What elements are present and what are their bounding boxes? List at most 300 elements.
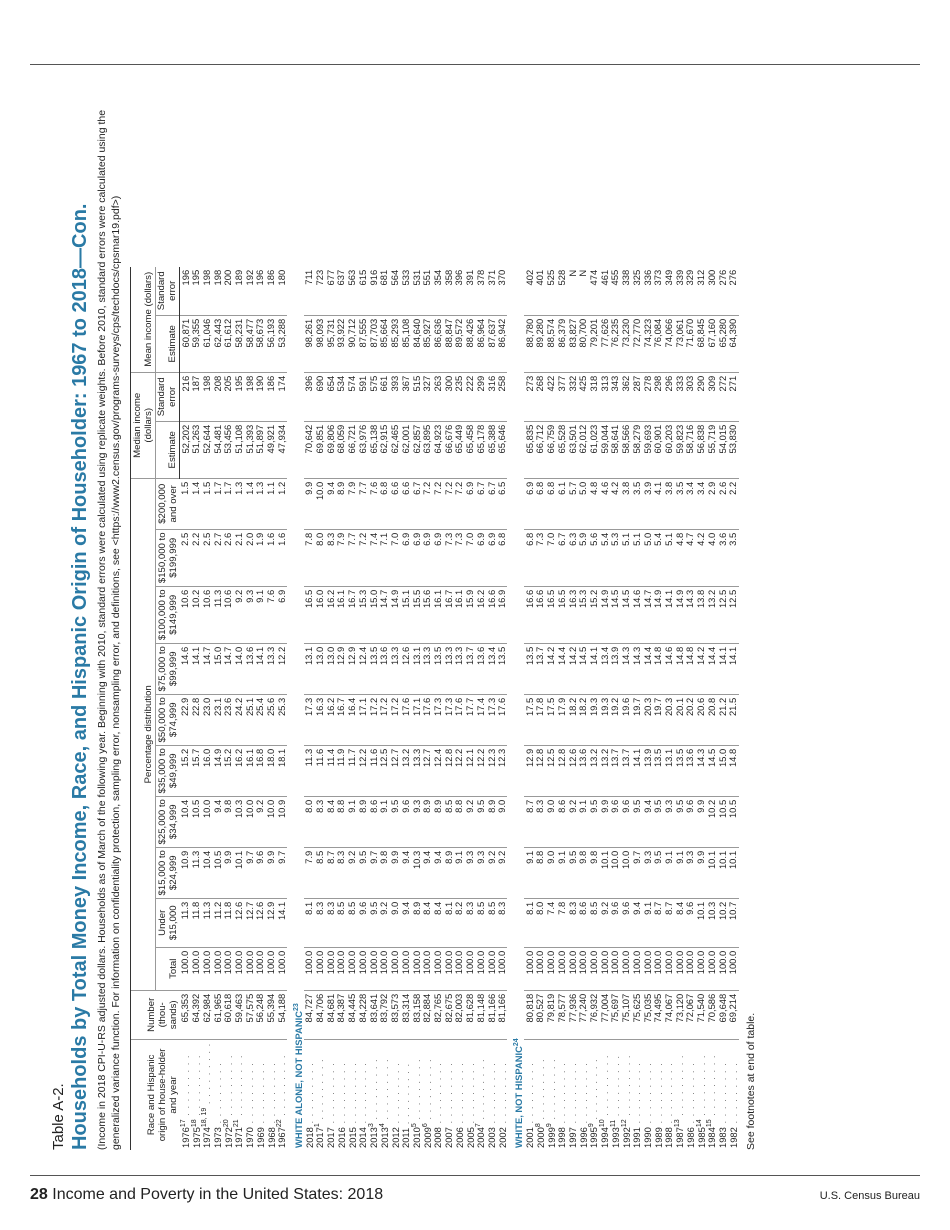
table-cell: 349 <box>663 267 674 316</box>
table-row <box>233 267 244 1150</box>
table-cell: 14.1 <box>191 643 202 694</box>
table-cell: 9.9 <box>696 796 707 847</box>
table-cell: 15.0 <box>368 586 379 643</box>
table-title <box>69 60 92 1150</box>
table-cell: 13.7 <box>621 745 632 796</box>
table-cell: 551 <box>422 267 433 316</box>
table-cell: 9.4 <box>325 478 336 529</box>
table-cell: 7.2 <box>422 478 433 529</box>
table-cell: 1.7 <box>223 478 234 529</box>
table-cell: 12.3 <box>486 745 497 796</box>
table-cell: 59,463 <box>233 990 244 1039</box>
table-cell: 86,964 <box>475 315 486 372</box>
table-cell: 9.1 <box>663 847 674 898</box>
table-cell: 13.4 <box>486 643 497 694</box>
table-cell: 1.7 <box>212 478 223 529</box>
table-cell: 100.0 <box>642 947 653 990</box>
table-cell: 10.1 <box>728 847 739 898</box>
table-cell: 62,984 <box>201 990 212 1039</box>
table-cell: 83,827 <box>567 315 578 372</box>
table-cell: 8.5 <box>588 898 599 947</box>
income-table <box>130 267 739 1150</box>
table-cell: 9.2 <box>567 796 578 847</box>
table-cell: 58,231 <box>233 315 244 372</box>
table-cell: 12.5 <box>546 745 557 796</box>
table-cell: 8.5 <box>475 898 486 947</box>
table-cell: 9.1 <box>674 847 685 898</box>
table-cell: 574 <box>347 372 358 421</box>
table-cell: 22.8 <box>191 694 202 745</box>
table-cell: 313 <box>599 372 610 421</box>
table-cell: 7.7 <box>347 529 358 586</box>
table-row <box>706 267 717 1150</box>
table-cell: 272 <box>717 372 728 421</box>
table-cell: N <box>567 267 578 316</box>
row-year: 1999$^9$ . . . . . . . . . <box>545 1058 557 1148</box>
table-cell: 6.7 <box>475 478 486 529</box>
table-cell: 271 <box>728 372 739 421</box>
table-cell: 358 <box>443 267 454 316</box>
footer-rule <box>30 1175 920 1176</box>
table-cell: 54,188 <box>276 990 287 1039</box>
table-cell: 75,035 <box>642 990 653 1039</box>
table-cell: 61,965 <box>212 990 223 1039</box>
table-cell: 336 <box>642 267 653 316</box>
table-cell: 62,443 <box>212 315 223 372</box>
table-cell: 62,465 <box>390 421 401 478</box>
table-cell: 100.0 <box>610 947 621 990</box>
table-cell: 76,932 <box>588 990 599 1039</box>
table-cell: 343 <box>610 372 621 421</box>
table-cell: 12.8 <box>535 745 546 796</box>
table-cell: 563 <box>347 267 358 316</box>
table-cell: 10.0 <box>314 478 325 529</box>
table-cell: 16.4 <box>347 694 358 745</box>
row-year: 1998 . . . . . . . . . <box>556 1062 568 1148</box>
col-100k: $100,000 to $149,999 <box>155 586 180 643</box>
table-cell: 8.9 <box>411 898 422 947</box>
table-cell: 6.9 <box>486 529 497 586</box>
table-cell: 4.7 <box>685 529 696 586</box>
table-cell: 303 <box>685 372 696 421</box>
table-cell: 2.5 <box>180 529 191 586</box>
row-year: 2005 . . . . . . . . . <box>464 1062 476 1148</box>
table-cell: 4.8 <box>588 478 599 529</box>
page-footer <box>30 1180 920 1216</box>
table-cell: 9.4 <box>212 796 223 847</box>
table-cell: 13.2 <box>400 745 411 796</box>
table-title-text: Households by Total Money Income, Race, and Hispanic Origin of Householder: 1967 to 2018 <box>69 267 91 1150</box>
table-cell: 9.9 <box>266 847 277 898</box>
table-cell: 64,392 <box>191 990 202 1039</box>
table-cell: 14.9 <box>599 586 610 643</box>
table-cell: 3.4 <box>696 478 707 529</box>
table-cell: 13.5 <box>653 745 664 796</box>
table-cell: 51,263 <box>191 421 202 478</box>
table-cell: 13.6 <box>578 745 589 796</box>
table-row <box>717 267 728 1150</box>
table-cell: 354 <box>432 267 443 316</box>
table-cell: 10.6 <box>180 586 191 643</box>
table-cell: 76,235 <box>610 315 621 372</box>
table-row <box>653 267 664 1150</box>
table-cell: 13.9 <box>610 643 621 694</box>
table-cell: 7.8 <box>556 898 567 947</box>
row-year: 1987$^{13}$ . . . . . . . . . <box>674 1054 686 1148</box>
table-cell: 10.1 <box>599 847 610 898</box>
table-cell: 6.8 <box>524 529 535 586</box>
table-cell: 9.2 <box>347 847 358 898</box>
rotated-table-page <box>50 60 910 1150</box>
table-cell: 65,353 <box>180 990 191 1039</box>
table-cell: 9.2 <box>255 796 266 847</box>
table-cell: 8.3 <box>567 898 578 947</box>
table-cell: 81,166 <box>497 990 508 1039</box>
table-cell: 100.0 <box>685 947 696 990</box>
table-cell: 8.6 <box>368 796 379 847</box>
table-cell: 13.1 <box>411 643 422 694</box>
page-number: 28 <box>30 1186 48 1203</box>
col-total: Total <box>155 947 180 990</box>
table-cell: 3.4 <box>685 478 696 529</box>
table-cell: 15.0 <box>717 745 728 796</box>
table-cell: 100.0 <box>588 947 599 990</box>
col-median-estimate: Estimate <box>155 421 180 478</box>
table-cell: 525 <box>546 267 557 316</box>
table-cell: 8.5 <box>443 796 454 847</box>
row-year: 2017 . . . . . . . . . <box>325 1062 337 1148</box>
table-cell: 10.4 <box>201 847 212 898</box>
table-cell: 100.0 <box>223 947 234 990</box>
table-cell: 83,792 <box>379 990 390 1039</box>
table-cell: 100.0 <box>475 947 486 990</box>
table-cell: 12.9 <box>524 745 535 796</box>
table-cell: 84,640 <box>411 315 422 372</box>
table-cell: 339 <box>674 267 685 316</box>
table-cell: 12.2 <box>357 745 368 796</box>
table-cell: 100.0 <box>535 947 546 990</box>
table-cell: 6.7 <box>486 478 497 529</box>
table-cell: 1.3 <box>233 478 244 529</box>
table-row <box>201 267 212 1150</box>
table-cell: 16.7 <box>347 586 358 643</box>
row-year: 2007 . . . . . . . . . <box>443 1062 455 1148</box>
table-cell: 73,061 <box>674 315 685 372</box>
table-cell: 62,915 <box>379 421 390 478</box>
table-row <box>266 267 277 1150</box>
table-cell: 98,261 <box>304 315 315 372</box>
table-cell: 71,540 <box>696 990 707 1039</box>
table-cell: 6.9 <box>465 478 476 529</box>
table-cell: 65,388 <box>486 421 497 478</box>
table-cell: 12.5 <box>379 745 390 796</box>
table-row <box>400 267 411 1150</box>
table-cell: 362 <box>621 372 632 421</box>
table-cell: 4.6 <box>599 478 610 529</box>
table-cell: 17.2 <box>379 694 390 745</box>
table-cell: 100.0 <box>454 947 465 990</box>
col-pct-dist: Percentage distribution <box>130 478 155 990</box>
table-cell: 14.1 <box>663 586 674 643</box>
row-year: 1991 . . . . . . . . . <box>631 1062 643 1148</box>
table-row <box>728 267 739 1150</box>
footer-left <box>30 1186 383 1204</box>
table-cell: 13.4 <box>599 643 610 694</box>
table-cell: 299 <box>475 372 486 421</box>
row-year: 2014 . . . . . . . . . <box>357 1062 369 1148</box>
table-cell: N <box>578 267 589 316</box>
table-cell: 12.7 <box>390 745 401 796</box>
row-year: 2010$^5$ . . . . . . . . . <box>410 1058 423 1148</box>
table-row <box>336 267 347 1150</box>
table-cell: 13.6 <box>379 643 390 694</box>
table-cell: 51,393 <box>244 421 255 478</box>
table-cell: 5.0 <box>578 478 589 529</box>
table-cell: 52,202 <box>180 421 191 478</box>
table-cell: 77,004 <box>599 990 610 1039</box>
table-cell: 66,712 <box>535 421 546 478</box>
table-cell: 3.9 <box>642 478 653 529</box>
table-cell: 8.3 <box>535 796 546 847</box>
table-cell: 59,044 <box>599 421 610 478</box>
section-title-white-alone-nh <box>287 267 304 1150</box>
table-cell: 9.9 <box>223 847 234 898</box>
table-cell: 90,712 <box>347 315 358 372</box>
table-cell: 195 <box>191 267 202 316</box>
table-cell: 9.6 <box>255 847 266 898</box>
table-cell: 396 <box>304 372 315 421</box>
table-cell: 455 <box>610 267 621 316</box>
table-cell: 9.2 <box>599 898 610 947</box>
table-cell: 10.1 <box>706 847 717 898</box>
table-cell: 14.1 <box>631 745 642 796</box>
table-cell: 7.2 <box>357 529 368 586</box>
table-cell: 84,387 <box>336 990 347 1039</box>
table-cell: 69,214 <box>728 990 739 1039</box>
table-cell: 1.2 <box>276 478 287 529</box>
table-cell: 2.6 <box>223 529 234 586</box>
table-cell: 12.7 <box>422 745 433 796</box>
table-cell: 16.2 <box>325 586 336 643</box>
table-cell: 100.0 <box>717 947 728 990</box>
col-15k: $15,000 to $24,999 <box>155 847 180 898</box>
table-cell: 19.2 <box>610 694 621 745</box>
table-cell: 14.5 <box>706 745 717 796</box>
table-cell: 180 <box>276 267 287 316</box>
table-cell: 14.4 <box>556 643 567 694</box>
table-cell: 9.7 <box>244 847 255 898</box>
table-cell: 17.6 <box>454 694 465 745</box>
table-cell: 2.7 <box>212 529 223 586</box>
table-cell: 338 <box>621 267 632 316</box>
table-cell: 1.6 <box>266 529 277 586</box>
table-cell: 12.6 <box>400 643 411 694</box>
table-cell: 16.9 <box>497 586 508 643</box>
table-cell: 13.3 <box>390 643 401 694</box>
row-year: 1990 . . . . . . . . . <box>642 1062 654 1148</box>
table-cell: 68,059 <box>336 421 347 478</box>
table-cell: 9.4 <box>422 847 433 898</box>
table-cell: 9.5 <box>631 796 642 847</box>
table-cell: 66,759 <box>546 421 557 478</box>
table-cell: 21.2 <box>717 694 728 745</box>
col-median-se: Standard error <box>155 372 180 421</box>
table-cell: 100.0 <box>314 947 325 990</box>
table-cell: 100.0 <box>212 947 223 990</box>
table-cell: 14.0 <box>233 643 244 694</box>
table-cell: 87,555 <box>357 315 368 372</box>
table-cell: 7.0 <box>465 529 476 586</box>
table-cell: 14.3 <box>631 643 642 694</box>
table-cell: 70,642 <box>304 421 315 478</box>
table-row <box>390 267 401 1150</box>
table-cell: 14.7 <box>642 586 653 643</box>
table-cell: 6.6 <box>400 478 411 529</box>
table-cell: 615 <box>357 267 368 316</box>
table-cell: 7.6 <box>368 478 379 529</box>
table-cell: 88,574 <box>546 315 557 372</box>
table-cell: 10.1 <box>717 847 728 898</box>
row-year: 1996 . . . . . . . . . <box>577 1062 589 1148</box>
table-cell: 17.5 <box>546 694 557 745</box>
table-cell: 14.1 <box>255 643 266 694</box>
table-cell: 67,160 <box>706 315 717 372</box>
table-cell: 9.3 <box>244 586 255 643</box>
table-cell: 4.8 <box>674 529 685 586</box>
table-cell: 11.7 <box>347 745 358 796</box>
table-cell: 9.1 <box>642 898 653 947</box>
table-row <box>191 267 202 1150</box>
table-cell: 8.7 <box>653 898 664 947</box>
table-cell: 13.6 <box>685 745 696 796</box>
table-cell: 391 <box>465 267 476 316</box>
row-year: 1983 . . . . . . . . . <box>717 1062 729 1148</box>
table-row <box>588 267 599 1150</box>
table-cell: 100.0 <box>201 947 212 990</box>
table-cell: 8.3 <box>325 898 336 947</box>
table-cell: 9.9 <box>390 847 401 898</box>
table-row <box>422 267 433 1150</box>
table-cell: 59,823 <box>674 421 685 478</box>
table-cell: 86,379 <box>556 315 567 372</box>
table-cell: 15.2 <box>180 745 191 796</box>
table-cell: 296 <box>663 372 674 421</box>
table-cell: 16.3 <box>314 694 325 745</box>
table-cell: 9.8 <box>578 847 589 898</box>
table-cell: 8.1 <box>524 898 535 947</box>
table-cell: 9.4 <box>432 847 443 898</box>
table-cell: 16.3 <box>567 586 578 643</box>
table-row <box>610 267 621 1150</box>
table-row <box>685 267 696 1150</box>
table-cell: 58,279 <box>631 421 642 478</box>
table-cell: 12.9 <box>347 643 358 694</box>
table-cell: 10.2 <box>706 796 717 847</box>
row-year: 2009$^6$ . . . . . . . . . <box>421 1058 433 1148</box>
table-cell: 12.8 <box>443 745 454 796</box>
table-cell: 66,676 <box>443 421 454 478</box>
table-cell: 79,201 <box>588 315 599 372</box>
table-cell: 19.3 <box>588 694 599 745</box>
table-cell: 300 <box>443 372 454 421</box>
table-cell: 100.0 <box>653 947 664 990</box>
table-cell: 9.2 <box>233 586 244 643</box>
table-cell: 8.5 <box>314 847 325 898</box>
table-cell: 7.0 <box>546 529 557 586</box>
table-cell: 53,288 <box>276 315 287 372</box>
table-cell: 100.0 <box>674 947 685 990</box>
table-cell: 200 <box>223 267 234 316</box>
table-cell: 9.9 <box>304 478 315 529</box>
table-cell: 100.0 <box>304 947 315 990</box>
row-year: 2015 . . . . . . . . . <box>346 1062 358 1148</box>
table-cell: 14.9 <box>390 586 401 643</box>
table-cell: 7.3 <box>535 529 546 586</box>
table-cell: 100.0 <box>524 947 535 990</box>
table-cell: 276 <box>728 267 739 316</box>
table-cell: 15.3 <box>578 586 589 643</box>
table-cell: 7.9 <box>347 478 358 529</box>
col-150k: $150,000 to $199,999 <box>155 529 180 586</box>
table-cell: 14.5 <box>610 586 621 643</box>
table-cell: 1.5 <box>180 478 191 529</box>
table-cell: 17.8 <box>535 694 546 745</box>
table-cell: 75,625 <box>631 990 642 1039</box>
table-cell: 13.5 <box>674 745 685 796</box>
table-cell: 711 <box>304 267 315 316</box>
table-cell: 65,528 <box>556 421 567 478</box>
table-cell: 9.6 <box>357 898 368 947</box>
table-cell: 195 <box>233 372 244 421</box>
table-cell: 10.0 <box>621 847 632 898</box>
table-cell: 591 <box>357 372 368 421</box>
table-cell: 290 <box>696 372 707 421</box>
table-cell: 13.3 <box>422 643 433 694</box>
row-year: 2018 . . . . . . . . . <box>303 1062 315 1148</box>
table-cell: 7.3 <box>454 529 465 586</box>
table-cell: 83,158 <box>411 990 422 1039</box>
table-cell: 10.5 <box>191 796 202 847</box>
table-cell: 5.3 <box>610 529 621 586</box>
row-year: 1986 . . . . . . . . . <box>685 1062 697 1148</box>
table-cell: 17.3 <box>443 694 454 745</box>
table-cell: 5.6 <box>588 529 599 586</box>
table-cell: 1.6 <box>276 529 287 586</box>
table-cell: 8.1 <box>443 898 454 947</box>
table-cell: 72,770 <box>631 315 642 372</box>
table-cell: 89,280 <box>535 315 546 372</box>
table-cell: 10.7 <box>728 898 739 947</box>
table-cell: 80,527 <box>535 990 546 1039</box>
table-cell: 9.3 <box>685 847 696 898</box>
table-row <box>304 267 315 1150</box>
table-cell: 100.0 <box>578 947 589 990</box>
table-cell: 6.1 <box>556 478 567 529</box>
table-row <box>524 267 535 1150</box>
table-cell: 69,806 <box>325 421 336 478</box>
table-cell: 10.2 <box>717 898 728 947</box>
table-cell: 3.8 <box>663 478 674 529</box>
table-cell: 208 <box>212 372 223 421</box>
table-cell: 3.6 <box>717 529 728 586</box>
table-cell: 7.2 <box>443 478 454 529</box>
table-cell: 100.0 <box>347 947 358 990</box>
table-cell: 85,927 <box>422 315 433 372</box>
section-title-text: WHITE ALONE, NOT HISPANIC <box>293 1011 305 1148</box>
table-cell: 11.8 <box>191 898 202 947</box>
table-cell: 84,445 <box>347 990 358 1039</box>
table-cell: 100.0 <box>191 947 202 990</box>
